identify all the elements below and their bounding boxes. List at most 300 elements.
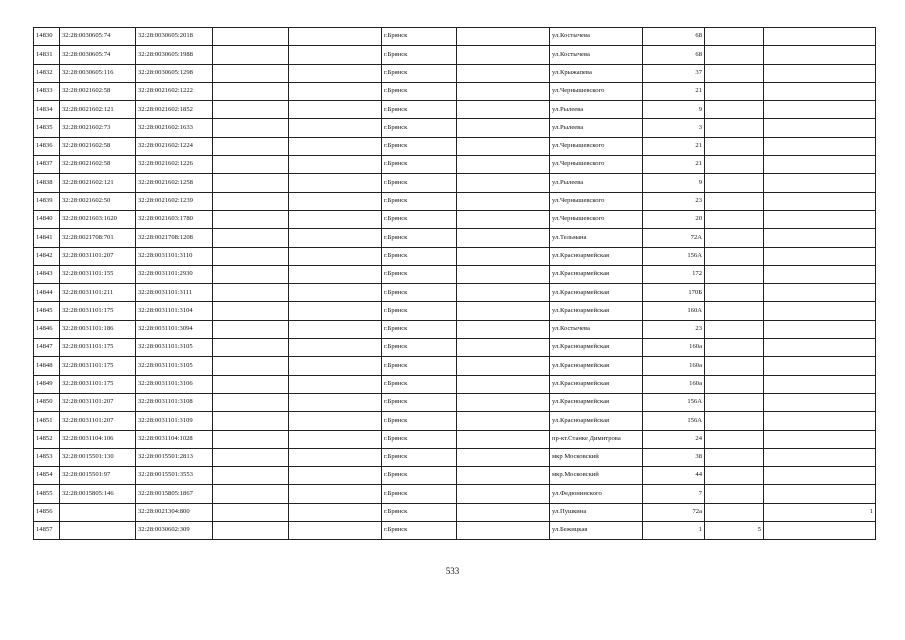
cell-record-number: 14852 <box>34 430 60 448</box>
cell-empty <box>457 137 550 155</box>
cell-object-cadastral-number: 32:28:0031101:3111 <box>136 284 213 302</box>
cell-city: г.Брянск <box>382 284 457 302</box>
cell-empty <box>289 485 382 503</box>
cell-empty <box>289 448 382 466</box>
cell-extra-number <box>705 448 764 466</box>
cell-extra-number <box>705 485 764 503</box>
cell-parcel-cadastral-number: 32:28:0031104:106 <box>60 430 136 448</box>
cell-empty <box>289 265 382 283</box>
cell-empty <box>289 46 382 64</box>
cell-empty <box>213 137 289 155</box>
cell-street: ул.Рылеева <box>550 174 643 192</box>
cell-parcel-cadastral-number: 32:28:0021602:58 <box>60 137 136 155</box>
cell-extra-number <box>705 174 764 192</box>
cell-empty <box>457 210 550 228</box>
cell-parcel-cadastral-number: 32:28:0030605:74 <box>60 46 136 64</box>
cell-parcel-cadastral-number: 32:28:0021602:58 <box>60 82 136 100</box>
cell-record-number: 14846 <box>34 320 60 338</box>
cell-empty <box>457 375 550 393</box>
cell-record-number: 14837 <box>34 156 60 174</box>
cell-city: г.Брянск <box>382 229 457 247</box>
cell-extra-value <box>764 210 876 228</box>
cell-city: г.Брянск <box>382 357 457 375</box>
cell-extra-value <box>764 448 876 466</box>
cell-city: г.Брянск <box>382 412 457 430</box>
cell-empty <box>289 302 382 320</box>
cell-object-cadastral-number: 32:28:0030605:1298 <box>136 64 213 82</box>
cell-city: г.Брянск <box>382 247 457 265</box>
cell-extra-number <box>705 101 764 119</box>
cell-street: ул.Красноармейская <box>550 284 643 302</box>
table-row <box>34 302 876 320</box>
cell-city: г.Брянск <box>382 393 457 411</box>
cell-house-number: 172 <box>643 265 705 283</box>
cell-parcel-cadastral-number <box>60 522 136 540</box>
cell-parcel-cadastral-number: 32:28:0030605:74 <box>60 28 136 46</box>
cell-house-number: 9 <box>643 101 705 119</box>
cell-city: г.Брянск <box>382 339 457 357</box>
cell-empty <box>213 247 289 265</box>
cell-extra-value <box>764 485 876 503</box>
cell-empty <box>457 503 550 521</box>
cell-house-number: 21 <box>643 137 705 155</box>
cell-extra-value <box>764 393 876 411</box>
cell-city: г.Брянск <box>382 28 457 46</box>
cell-city: г.Брянск <box>382 265 457 283</box>
cell-record-number: 14855 <box>34 485 60 503</box>
cell-house-number: 156А <box>643 412 705 430</box>
cell-parcel-cadastral-number: 32:28:0031101:175 <box>60 339 136 357</box>
cell-object-cadastral-number: 32:28:0031101:3094 <box>136 320 213 338</box>
cell-house-number: 160а <box>643 339 705 357</box>
cell-empty <box>457 265 550 283</box>
cell-empty <box>213 174 289 192</box>
cell-city: г.Брянск <box>382 64 457 82</box>
cell-object-cadastral-number: 32:28:0021602:1226 <box>136 156 213 174</box>
cell-extra-number <box>705 320 764 338</box>
cell-empty <box>289 156 382 174</box>
cell-empty <box>213 339 289 357</box>
table-row <box>34 28 876 46</box>
cell-object-cadastral-number: 32:28:0030605:2018 <box>136 28 213 46</box>
cell-parcel-cadastral-number: 32:28:0030605:116 <box>60 64 136 82</box>
cell-street: ул.Красноармейская <box>550 265 643 283</box>
cell-empty <box>457 339 550 357</box>
cell-street: пр-кт.Станке Димитрова <box>550 430 643 448</box>
cell-empty <box>213 210 289 228</box>
cell-record-number: 14843 <box>34 265 60 283</box>
cell-object-cadastral-number: 32:28:0031101:3105 <box>136 357 213 375</box>
cell-empty <box>213 101 289 119</box>
cell-parcel-cadastral-number: 32:28:0031101:186 <box>60 320 136 338</box>
cell-empty <box>457 46 550 64</box>
cell-empty <box>213 522 289 540</box>
cell-empty <box>457 28 550 46</box>
cell-record-number: 14833 <box>34 82 60 100</box>
cell-house-number: 44 <box>643 467 705 485</box>
cell-parcel-cadastral-number: 32:28:0031101:207 <box>60 412 136 430</box>
cell-empty <box>213 82 289 100</box>
cell-house-number: 38 <box>643 448 705 466</box>
cell-empty <box>289 393 382 411</box>
cell-empty <box>213 430 289 448</box>
cell-object-cadastral-number: 32:28:0031101:3106 <box>136 375 213 393</box>
cell-extra-number <box>705 28 764 46</box>
cell-empty <box>213 265 289 283</box>
cell-record-number: 14844 <box>34 284 60 302</box>
cell-empty <box>213 393 289 411</box>
cell-street: ул.Чернышевского <box>550 210 643 228</box>
cell-empty <box>213 375 289 393</box>
cell-extra-value <box>764 174 876 192</box>
cell-city: г.Брянск <box>382 522 457 540</box>
cell-city: г.Брянск <box>382 320 457 338</box>
cell-object-cadastral-number: 32:28:0031101:2930 <box>136 265 213 283</box>
cell-parcel-cadastral-number: 32:28:0031101:207 <box>60 393 136 411</box>
cell-extra-value <box>764 412 876 430</box>
cell-street: ул.Чернышевского <box>550 192 643 210</box>
cell-street: ул.Рылеева <box>550 101 643 119</box>
cell-empty <box>213 28 289 46</box>
table-row <box>34 430 876 448</box>
cell-empty <box>457 302 550 320</box>
cell-street: ул.Чернышевского <box>550 137 643 155</box>
cell-empty <box>289 229 382 247</box>
cell-record-number: 14849 <box>34 375 60 393</box>
cell-street: ул.Красноармейская <box>550 302 643 320</box>
cell-empty <box>457 82 550 100</box>
cell-extra-number <box>705 210 764 228</box>
table-row <box>34 46 876 64</box>
register-table <box>33 27 876 540</box>
cell-house-number: 21 <box>643 156 705 174</box>
cell-parcel-cadastral-number: 32:28:0021602:73 <box>60 119 136 137</box>
cell-parcel-cadastral-number: 32:28:0021602:50 <box>60 192 136 210</box>
table-row <box>34 156 876 174</box>
cell-empty <box>289 101 382 119</box>
cell-extra-value <box>764 339 876 357</box>
cell-house-number: 23 <box>643 320 705 338</box>
cell-record-number: 14857 <box>34 522 60 540</box>
cell-extra-number <box>705 430 764 448</box>
cell-parcel-cadastral-number: 32:28:0021602:121 <box>60 174 136 192</box>
cell-object-cadastral-number: 32:28:0015501:2813 <box>136 448 213 466</box>
cell-extra-number <box>705 137 764 155</box>
cell-empty <box>457 522 550 540</box>
cell-house-number: 1 <box>643 522 705 540</box>
table-row <box>34 339 876 357</box>
cell-extra-value <box>764 357 876 375</box>
cell-extra-number <box>705 156 764 174</box>
cell-object-cadastral-number: 32:28:0031101:3108 <box>136 393 213 411</box>
cell-parcel-cadastral-number: 32:28:0031101:175 <box>60 302 136 320</box>
cell-empty <box>289 339 382 357</box>
cell-extra-number <box>705 284 764 302</box>
table-row <box>34 82 876 100</box>
cell-city: г.Брянск <box>382 210 457 228</box>
cell-city: г.Брянск <box>382 82 457 100</box>
cell-extra-number: 5 <box>705 522 764 540</box>
cell-extra-value <box>764 101 876 119</box>
table-row <box>34 393 876 411</box>
table-row <box>34 320 876 338</box>
cell-house-number: 156А <box>643 247 705 265</box>
table-row <box>34 503 876 521</box>
cell-empty <box>457 174 550 192</box>
cell-object-cadastral-number: 32:28:0031104:1028 <box>136 430 213 448</box>
cell-extra-value <box>764 430 876 448</box>
cell-parcel-cadastral-number: 32:28:0015501:130 <box>60 448 136 466</box>
cell-object-cadastral-number: 32:28:0031101:3110 <box>136 247 213 265</box>
cell-record-number: 14831 <box>34 46 60 64</box>
table-row <box>34 265 876 283</box>
cell-street: ул.Красноармейская <box>550 247 643 265</box>
cell-city: г.Брянск <box>382 156 457 174</box>
cell-street: ул.Красноармейская <box>550 339 643 357</box>
cell-empty <box>213 412 289 430</box>
cell-record-number: 14834 <box>34 101 60 119</box>
cell-empty <box>213 503 289 521</box>
cell-object-cadastral-number: 32:28:0031101:3105 <box>136 339 213 357</box>
cell-city: г.Брянск <box>382 174 457 192</box>
cell-extra-number <box>705 339 764 357</box>
cell-street: ул.Красноармейская <box>550 375 643 393</box>
cell-record-number: 14839 <box>34 192 60 210</box>
cell-extra-value <box>764 467 876 485</box>
cell-parcel-cadastral-number: 32:28:0021602:121 <box>60 101 136 119</box>
cell-parcel-cadastral-number: 32:28:0031101:211 <box>60 284 136 302</box>
cell-parcel-cadastral-number: 32:28:0031101:207 <box>60 247 136 265</box>
cell-record-number: 14832 <box>34 64 60 82</box>
cell-empty <box>289 119 382 137</box>
cell-extra-number <box>705 467 764 485</box>
cell-empty <box>289 64 382 82</box>
table-row <box>34 485 876 503</box>
cell-empty <box>457 430 550 448</box>
cell-street: ул.Чернышевского <box>550 82 643 100</box>
cell-empty <box>457 119 550 137</box>
cell-record-number: 14850 <box>34 393 60 411</box>
cell-extra-value <box>764 64 876 82</box>
cell-city: г.Брянск <box>382 101 457 119</box>
cell-record-number: 14841 <box>34 229 60 247</box>
cell-object-cadastral-number: 32:28:0021603:1780 <box>136 210 213 228</box>
cell-record-number: 14854 <box>34 467 60 485</box>
cell-empty <box>213 192 289 210</box>
cell-record-number: 14840 <box>34 210 60 228</box>
cell-parcel-cadastral-number: 32:28:0031101:155 <box>60 265 136 283</box>
cell-extra-value <box>764 192 876 210</box>
cell-extra-value <box>764 28 876 46</box>
cell-street: ул.Рылеева <box>550 119 643 137</box>
cell-parcel-cadastral-number: 32:28:0031101:175 <box>60 357 136 375</box>
table-body <box>34 28 876 540</box>
cell-extra-number <box>705 46 764 64</box>
cell-house-number: 160а <box>643 357 705 375</box>
cell-object-cadastral-number: 32:28:0021602:1633 <box>136 119 213 137</box>
cell-record-number: 14853 <box>34 448 60 466</box>
cell-house-number: 24 <box>643 430 705 448</box>
cell-empty <box>213 302 289 320</box>
table-row <box>34 210 876 228</box>
cell-empty <box>457 467 550 485</box>
cell-extra-number <box>705 265 764 283</box>
cell-object-cadastral-number: 32:28:0021602:1852 <box>136 101 213 119</box>
cell-parcel-cadastral-number: 32:28:0015501:97 <box>60 467 136 485</box>
cell-empty <box>213 156 289 174</box>
cell-record-number: 14835 <box>34 119 60 137</box>
table-row <box>34 192 876 210</box>
cell-street: ул.Костычева <box>550 28 643 46</box>
cell-record-number: 14838 <box>34 174 60 192</box>
cell-record-number: 14842 <box>34 247 60 265</box>
table-row <box>34 137 876 155</box>
cell-empty <box>457 101 550 119</box>
cell-empty <box>289 210 382 228</box>
cell-empty <box>289 137 382 155</box>
cell-house-number: 68 <box>643 46 705 64</box>
cell-parcel-cadastral-number: 32:28:0021708:701 <box>60 229 136 247</box>
cell-street: мкр Московский <box>550 448 643 466</box>
cell-street: ул.Пушкина <box>550 503 643 521</box>
table-row <box>34 64 876 82</box>
cell-empty <box>289 522 382 540</box>
cell-object-cadastral-number: 32:28:0030605:1988 <box>136 46 213 64</box>
table-row <box>34 101 876 119</box>
cell-house-number: 72А <box>643 229 705 247</box>
cell-house-number: 170Б <box>643 284 705 302</box>
cell-parcel-cadastral-number: 32:28:0021603:1620 <box>60 210 136 228</box>
cell-empty <box>289 192 382 210</box>
cell-city: г.Брянск <box>382 485 457 503</box>
cell-extra-value <box>764 265 876 283</box>
cell-empty <box>457 485 550 503</box>
cell-extra-number <box>705 192 764 210</box>
cell-street: ул.Красноармейская <box>550 412 643 430</box>
cell-object-cadastral-number: 32:28:0031101:3109 <box>136 412 213 430</box>
cell-empty <box>213 467 289 485</box>
cell-house-number: 3 <box>643 119 705 137</box>
cell-city: г.Брянск <box>382 302 457 320</box>
cell-object-cadastral-number: 32:28:0021602:1222 <box>136 82 213 100</box>
cell-city: г.Брянск <box>382 46 457 64</box>
cell-street: ул.Федюнинского <box>550 485 643 503</box>
cell-record-number: 14851 <box>34 412 60 430</box>
cell-parcel-cadastral-number: 32:28:0021602:58 <box>60 156 136 174</box>
cell-city: г.Брянск <box>382 375 457 393</box>
cell-extra-value: 1 <box>764 503 876 521</box>
cell-house-number: 160А <box>643 302 705 320</box>
cell-street: ул.Тельмана <box>550 229 643 247</box>
cell-extra-value <box>764 137 876 155</box>
cell-empty <box>457 357 550 375</box>
cell-record-number: 14848 <box>34 357 60 375</box>
cell-empty <box>457 192 550 210</box>
cell-extra-value <box>764 284 876 302</box>
table-row <box>34 448 876 466</box>
cell-object-cadastral-number: 32:28:0015805:1867 <box>136 485 213 503</box>
cell-extra-value <box>764 522 876 540</box>
cell-city: г.Брянск <box>382 137 457 155</box>
cell-house-number: 23 <box>643 192 705 210</box>
cell-street: ул.Бежицкая <box>550 522 643 540</box>
cell-street: ул.Костычева <box>550 320 643 338</box>
cell-extra-value <box>764 156 876 174</box>
cell-extra-value <box>764 119 876 137</box>
cell-empty <box>457 284 550 302</box>
table-row <box>34 522 876 540</box>
cell-empty <box>289 375 382 393</box>
cell-empty <box>213 119 289 137</box>
cell-empty <box>457 448 550 466</box>
table-row <box>34 375 876 393</box>
cell-object-cadastral-number: 32:28:0021304:800 <box>136 503 213 521</box>
cell-empty <box>213 284 289 302</box>
cell-empty <box>213 357 289 375</box>
table-row <box>34 229 876 247</box>
cell-object-cadastral-number: 32:28:0021602:1258 <box>136 174 213 192</box>
cell-parcel-cadastral-number: 32:28:0031101:175 <box>60 375 136 393</box>
cell-extra-value <box>764 82 876 100</box>
cell-empty <box>457 412 550 430</box>
cell-house-number: 156А <box>643 393 705 411</box>
cell-empty <box>289 357 382 375</box>
cell-extra-value <box>764 247 876 265</box>
cell-object-cadastral-number: 32:28:0015501:3553 <box>136 467 213 485</box>
cell-city: г.Брянск <box>382 467 457 485</box>
cell-empty <box>289 467 382 485</box>
table-row <box>34 412 876 430</box>
cell-empty <box>289 82 382 100</box>
cell-street: ул.Костычева <box>550 46 643 64</box>
cell-extra-value <box>764 302 876 320</box>
cell-extra-number <box>705 412 764 430</box>
cell-object-cadastral-number: 32:28:0021602:1239 <box>136 192 213 210</box>
cell-extra-number <box>705 119 764 137</box>
cell-extra-value <box>764 46 876 64</box>
cell-house-number: 68 <box>643 28 705 46</box>
cell-street: ул.Чернышевского <box>550 156 643 174</box>
cell-empty <box>289 430 382 448</box>
cell-extra-number <box>705 82 764 100</box>
cell-empty <box>289 284 382 302</box>
cell-extra-number <box>705 229 764 247</box>
cell-extra-number <box>705 302 764 320</box>
cell-extra-number <box>705 64 764 82</box>
table-row <box>34 467 876 485</box>
cell-empty <box>457 156 550 174</box>
cell-empty <box>289 412 382 430</box>
cell-extra-value <box>764 320 876 338</box>
cell-city: г.Брянск <box>382 192 457 210</box>
cell-record-number: 14847 <box>34 339 60 357</box>
cell-empty <box>213 229 289 247</box>
cell-object-cadastral-number: 32:28:0021708:1208 <box>136 229 213 247</box>
cell-object-cadastral-number: 32:28:0030602:309 <box>136 522 213 540</box>
cell-empty <box>213 64 289 82</box>
cell-house-number: 9 <box>643 174 705 192</box>
cell-record-number: 14845 <box>34 302 60 320</box>
cell-object-cadastral-number: 32:28:0031101:3104 <box>136 302 213 320</box>
table-row <box>34 247 876 265</box>
cell-extra-number <box>705 375 764 393</box>
cell-empty <box>289 28 382 46</box>
cell-house-number: 20 <box>643 210 705 228</box>
cell-empty <box>457 320 550 338</box>
cell-empty <box>289 247 382 265</box>
cell-parcel-cadastral-number: 32:28:0015805:146 <box>60 485 136 503</box>
cell-empty <box>213 448 289 466</box>
